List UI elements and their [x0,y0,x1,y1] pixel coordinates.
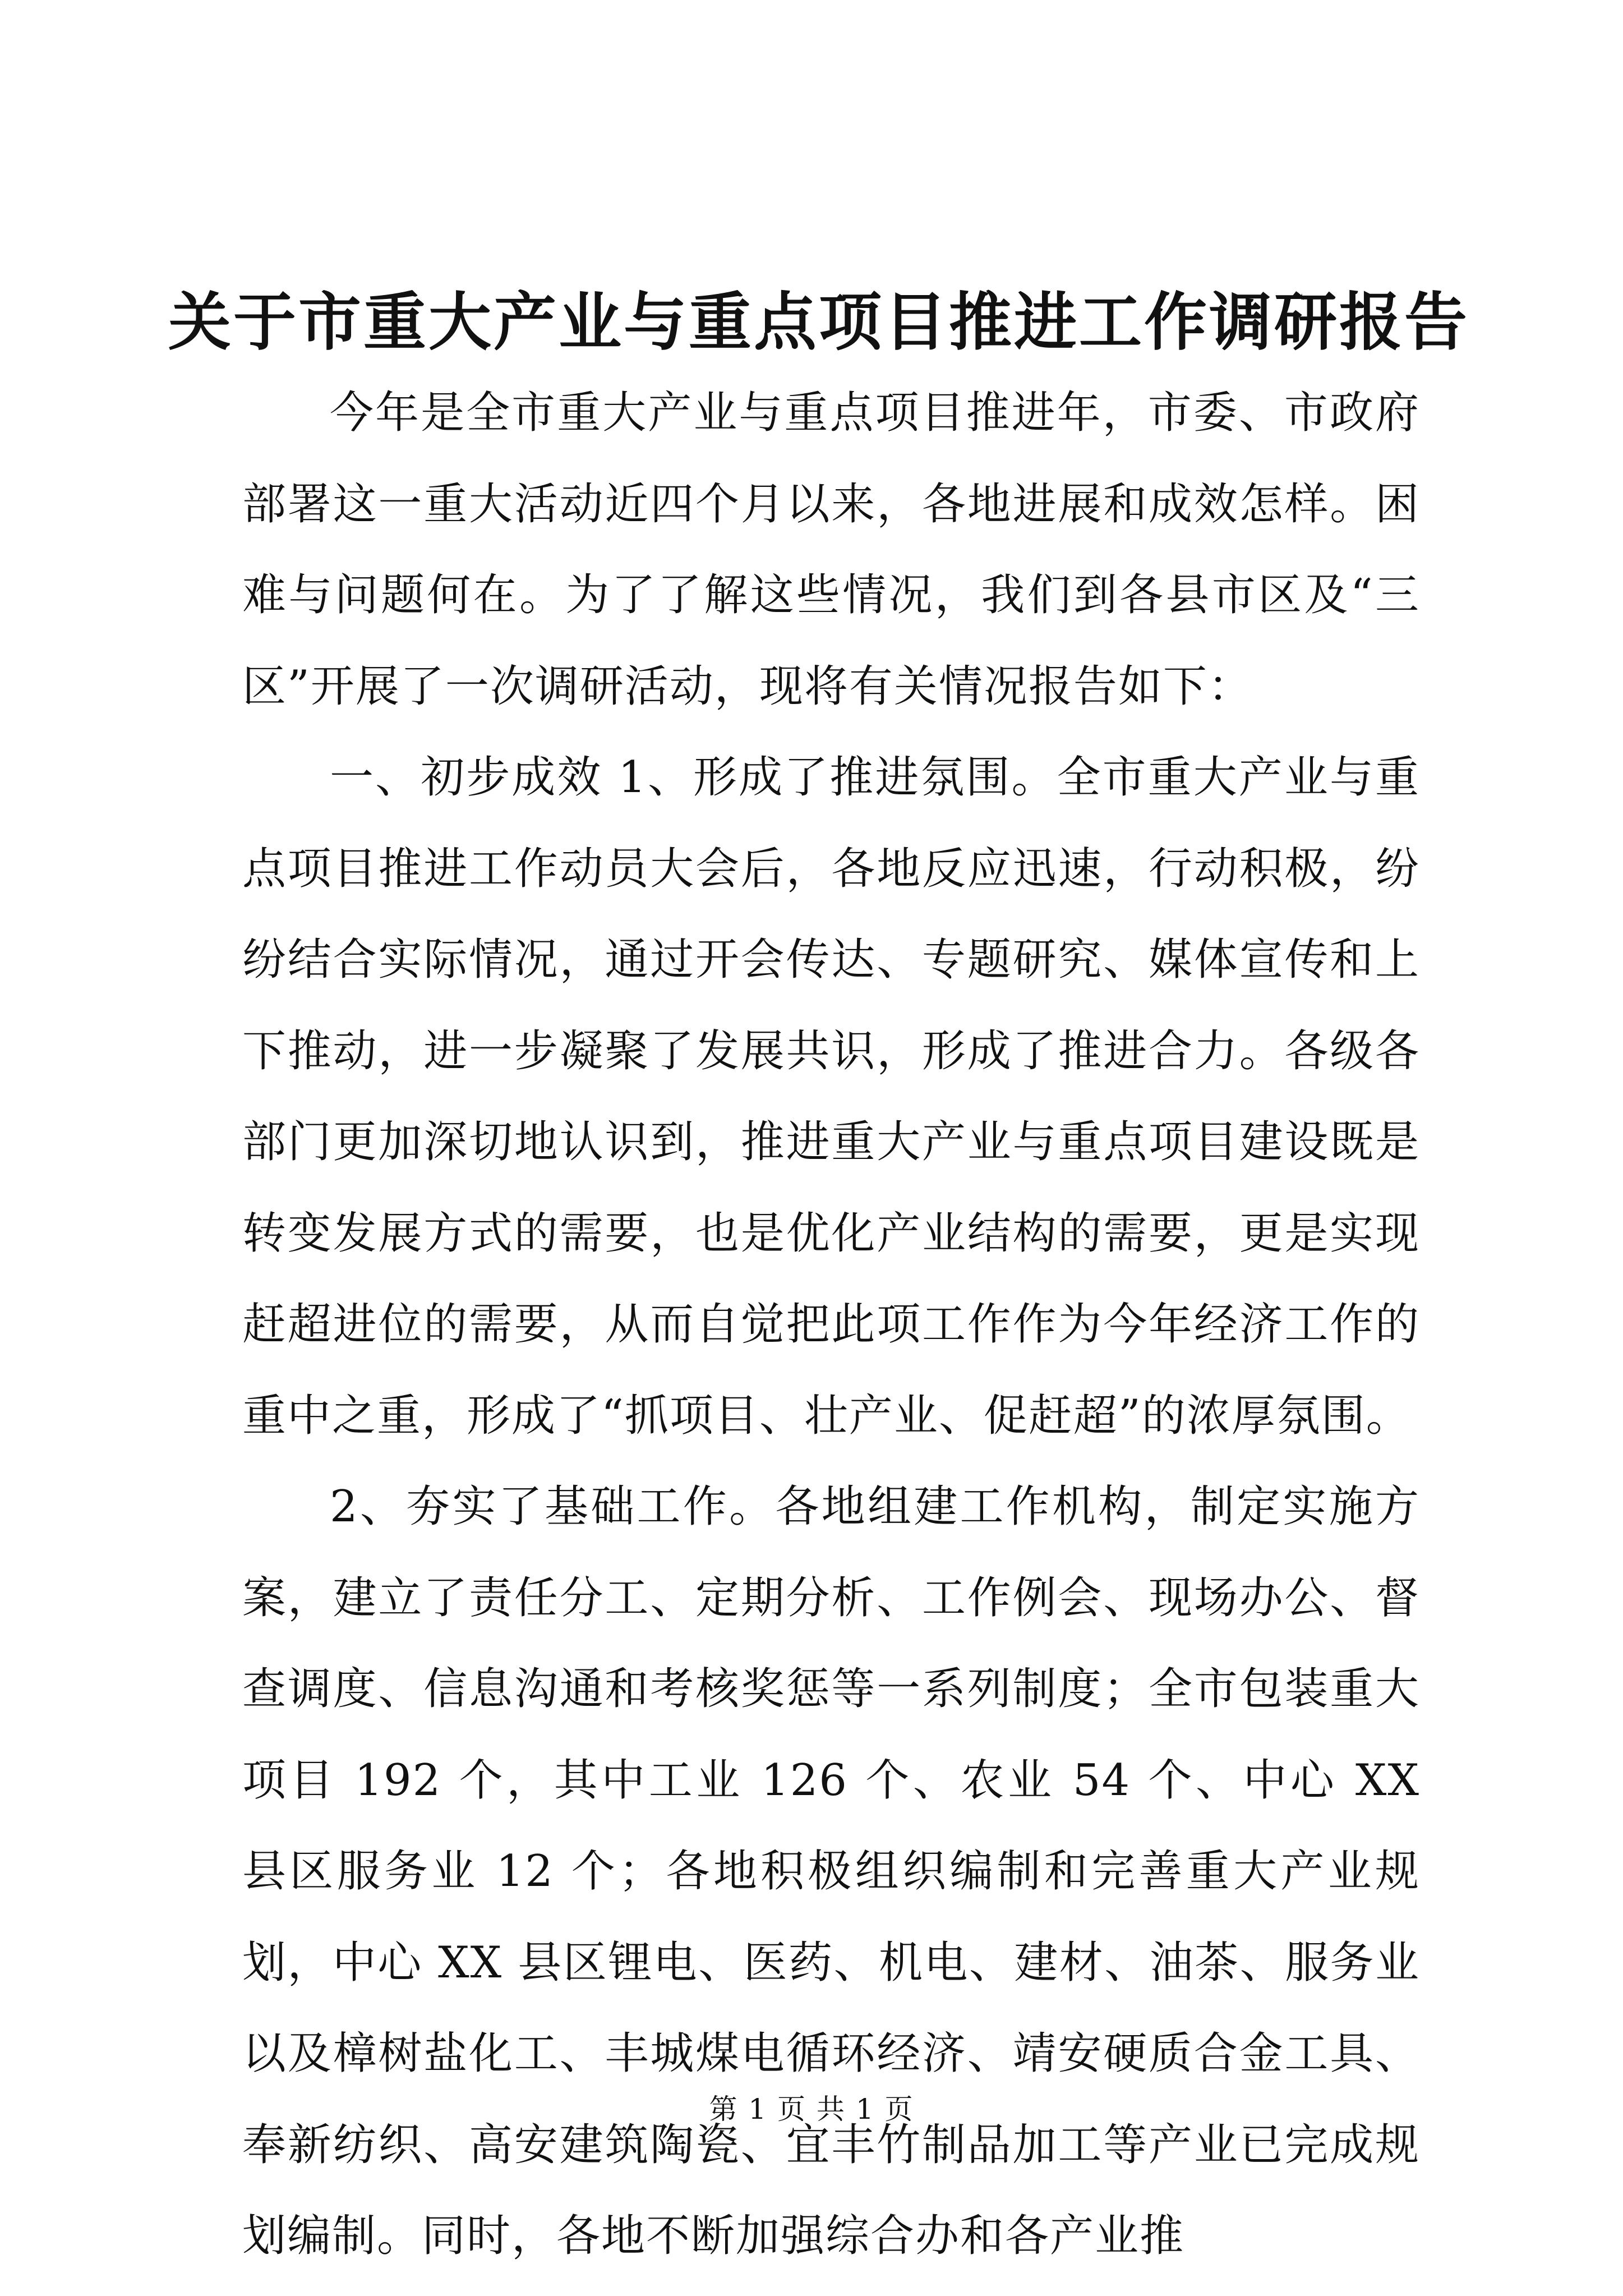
page-footer: 第 1 页 共 1 页 [709,2093,914,2125]
document-title: 关于市重大产业与重点项目推进工作调研报告 [168,286,1469,359]
document-body [242,367,1420,2282]
paragraph-intro: 今年是全市重大产业与重点项目推进年，市委、市政府部署这一重大活动近四个月以来，各地进展和成效怎样。困难与问题何在。为了了解这些情况，我们到各县市区及“三区”开展了一次调研活动，现将有关情况报告如下： [242,388,1420,712]
paragraph-section-two: 2、夯实了基础工作。各地组建工作机构，制定实施方案，建立了责任分工、定期分析、工作例会、现场办公、督查调度、信息沟通和考核奖惩等一系列制度；全市包装重大项目 192 个，其中工业 126 个、农业 54 个、中心 XX 县区服务业 12 个；各地积极组织编制和完善重大产业规划，中心 XX 县区锂电、医药、机电、建材、油茶、服务业以及樟树盐化工、丰城煤电循环经济、靖安硬质合金工具、奉新纺织、高安建筑陶瓷、宜丰竹制品加工等产业已完成规划编制。同时，各地不断加强综合办和各产业推 [242,1481,1420,2261]
paragraph-section-one: 一、初步成效 1、形成了推进氛围。全市重大产业与重点项目推进工作动员大会后，各地反应迅速，行动积极，纷纷结合实际情况，通过开会传达、专题研究、媒体宣传和上下推动，进一步凝聚了发展共识，形成了推进合力。各级各部门更加深切地认识到，推进重大产业与重点项目建设既是转变发展方式的需要，也是优化产业结构的需要，更是实现赶超进位的需要，从而自觉把此项工作作为今年经济工作的重中之重，形成了“抓项目、壮产业、促赶超”的浓厚氛围。 [242,752,1420,1441]
